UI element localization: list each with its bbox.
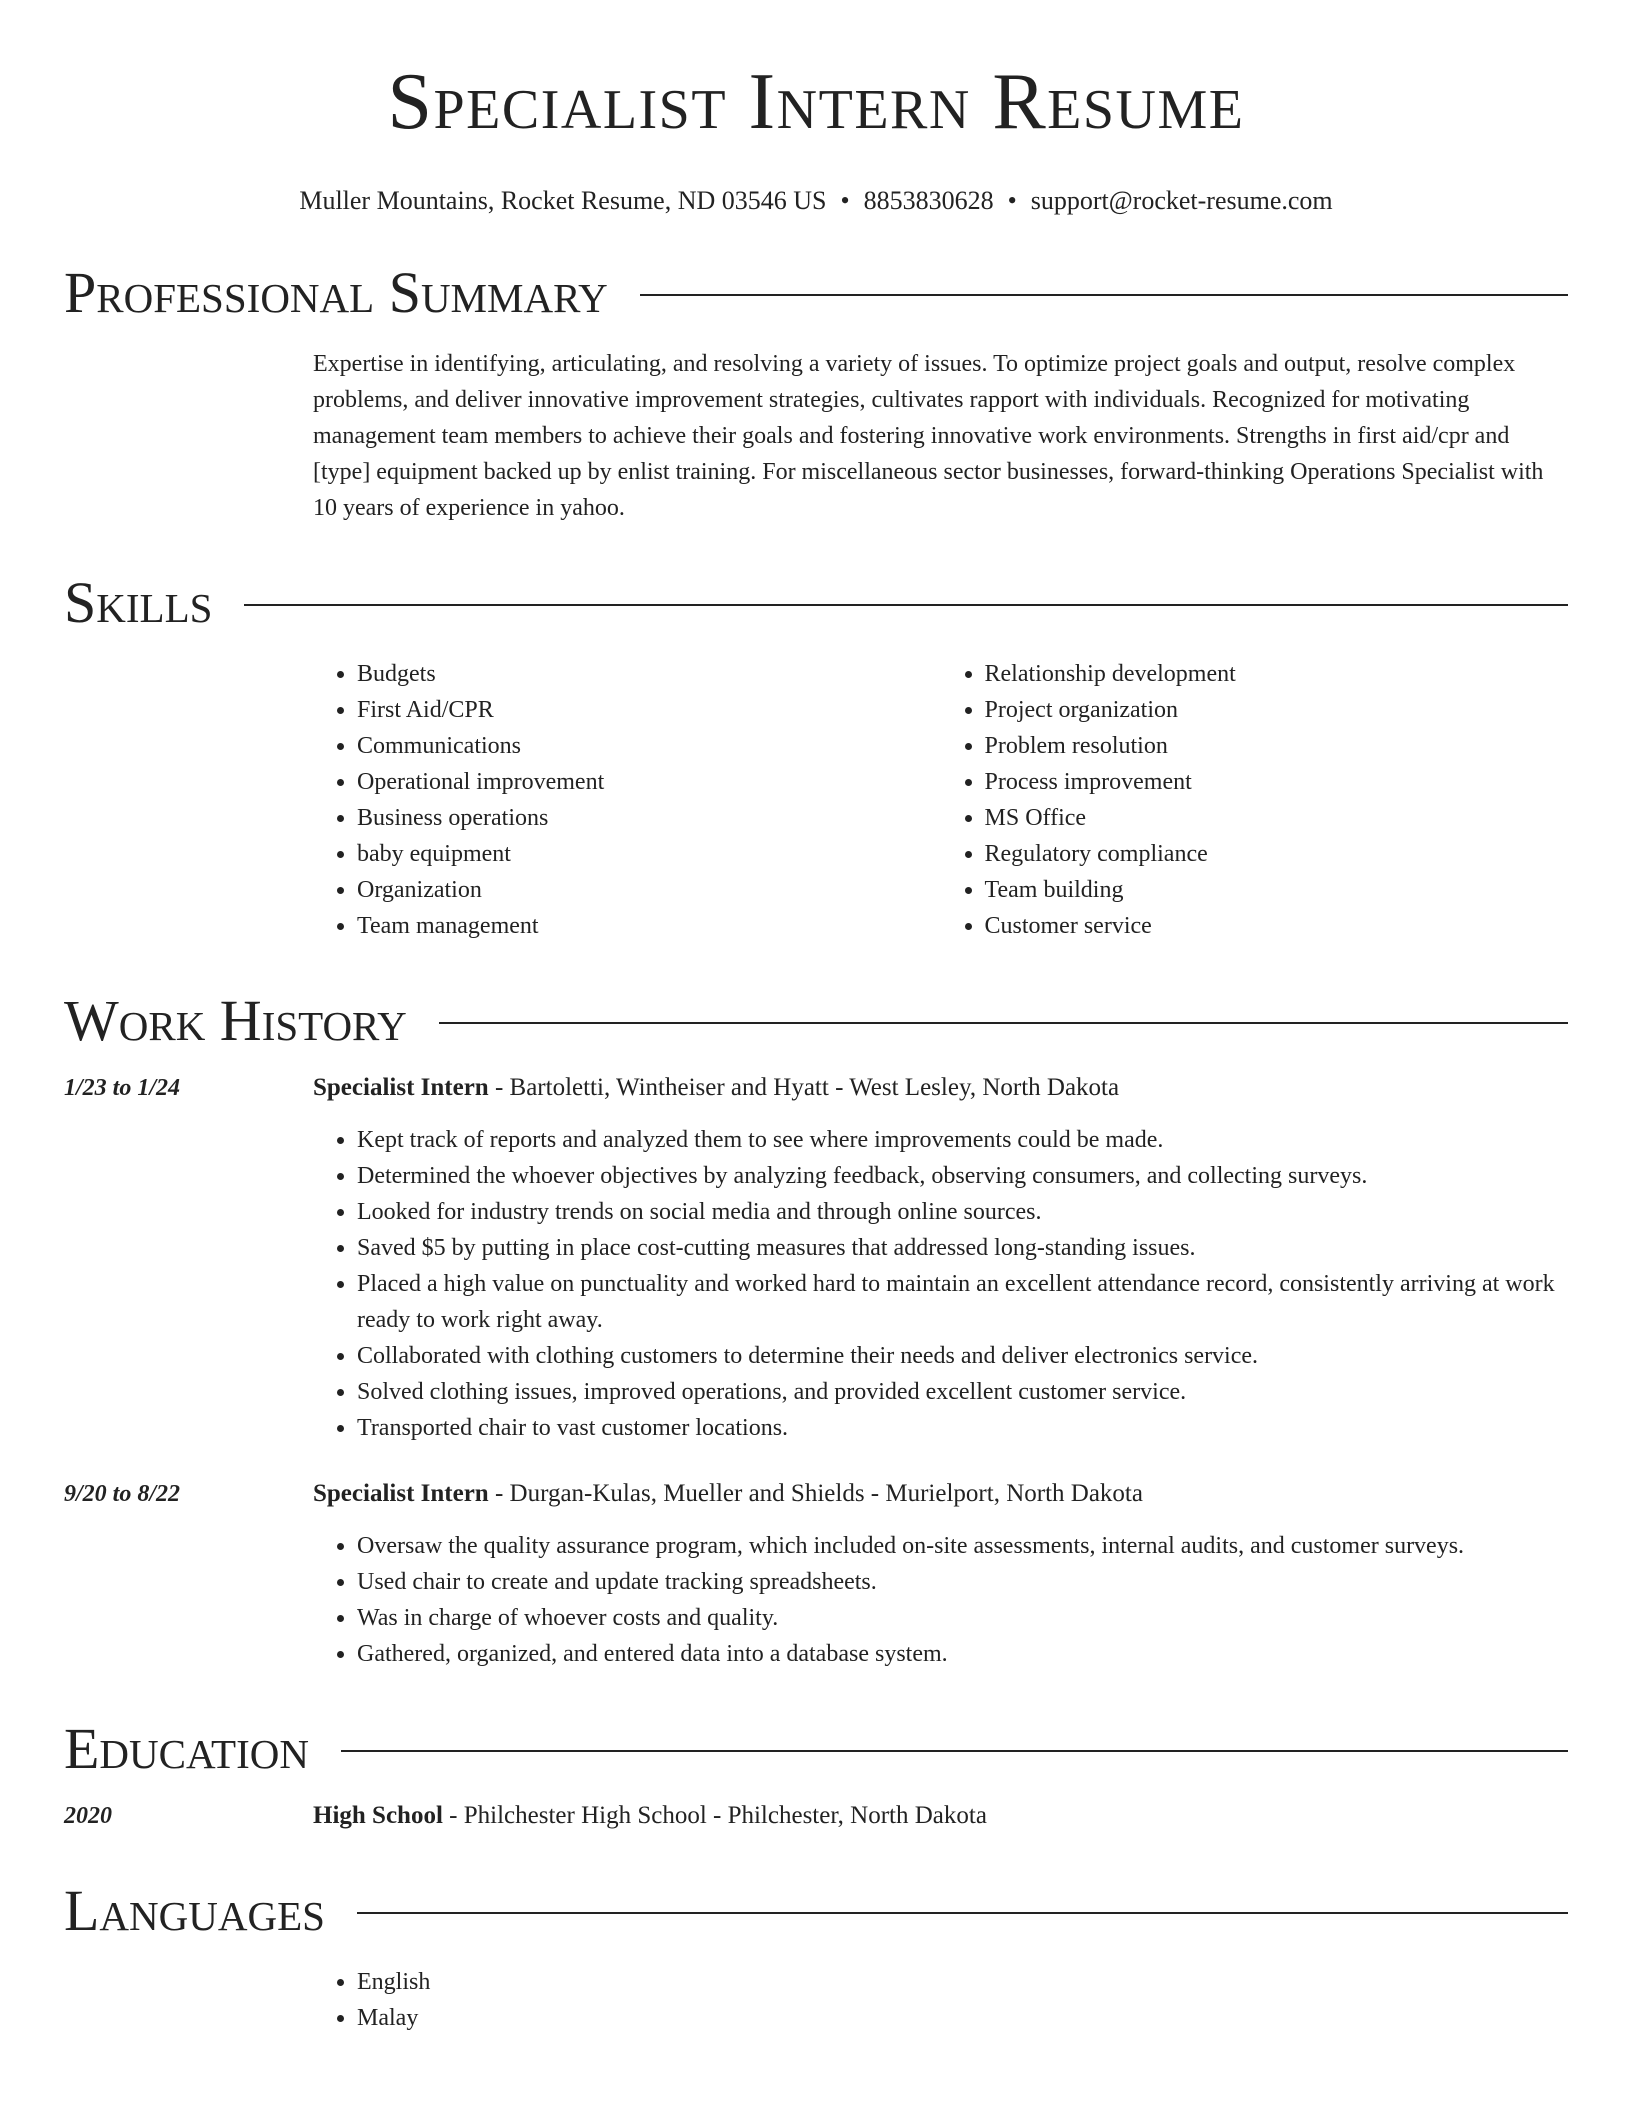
skills-columns [313,656,1568,944]
languages-section-header [64,1878,1568,1943]
work-heading: Work History [64,988,407,1053]
skill-item: • Team building [985,872,1569,908]
job-bullet: • Solved clothing issues, improved operations, and provided excellent customer service. [357,1374,1568,1410]
summary-text: Expertise in identifying, articulating, and resolving a variety of issues. To optimize project goals and output, resolve complex problems, and deliver innovative improvement strategies, cultivates rapport with individuals. Recognized for motivating management team members to achieve their goals and fostering innovative work environments. Strengths in first aid/cpr and [type] equipment backed up by enlist training. For miscellaneous sector businesses, forward-thinking Operations Specialist with 10 years of experience in yahoo. [313,351,1544,521]
job-entry [64,1070,1568,1446]
job-company: - Bartoletti, Wintheiser and Hyatt - West Lesley, North Dakota [488,1074,1120,1101]
job-role: Specialist Intern [313,1074,489,1101]
job-heading [313,1070,1568,1106]
section-divider [439,1022,1568,1024]
summary-heading: Professional Summary [64,260,608,325]
contact-separator: • [840,186,850,215]
job-bullet: • Gathered, organized, and entered data into a database system. [357,1636,1568,1672]
job-bullet: • Collaborated with clothing customers to determine their needs and deliver electronics service. [357,1338,1568,1374]
job-dates: 1/23 to 1/24 [64,1075,181,1101]
skills-list-right [941,656,1569,944]
job-role: Specialist Intern [313,1480,489,1507]
job-bullet: • Transported chair to vast customer locations. [357,1410,1568,1446]
skill-item: • Business operations [357,800,941,836]
skill-item: • Process improvement [985,764,1569,800]
education-detail: - Philchester High School - Philchester, North Dakota [442,1802,987,1829]
job-bullet: • Kept track of reports and analyzed them to see where improvements could be made. [357,1122,1568,1158]
section-divider [244,604,1568,606]
section-divider [357,1912,1568,1914]
job-bullets [313,1122,1568,1446]
job-bullet: • Determined the whoever objectives by analyzing feedback, observing consumers, and collecting surveys. [357,1158,1568,1194]
education-heading-line [313,1798,1568,1834]
job-body [313,1070,1568,1446]
skill-item: • Relationship development [985,656,1569,692]
skills-list-left [313,656,941,944]
skill-item: • Communications [357,728,941,764]
skill-item: • MS Office [985,800,1569,836]
education-body [313,1798,1568,1834]
skill-item: • Team management [357,908,941,944]
job-bullet: • Saved $5 by putting in place cost-cutting measures that addressed long-standing issues. [357,1230,1568,1266]
job-entry [64,1476,1568,1672]
job-bullets [313,1528,1568,1672]
job-company: - Durgan-Kulas, Mueller and Shields - Murielport, North Dakota [488,1480,1143,1507]
languages-heading: Languages [64,1878,325,1943]
contact-phone: 8853830628 [863,186,994,215]
job-heading [313,1476,1568,1512]
contact-separator: • [1007,186,1017,215]
skills-heading: Skills [64,570,213,635]
job-body [313,1476,1568,1672]
resume-title: Specialist Intern Resume [387,58,1245,146]
section-divider [640,294,1568,296]
education-section-header [64,1716,1568,1781]
resume-page [64,0,1568,2036]
skill-item: • Regulatory compliance [985,836,1569,872]
languages-block [313,1964,1568,2036]
skill-item: • Budgets [357,656,941,692]
education-entry [64,1798,1568,1834]
job-bullet: • Was in charge of whoever costs and quality. [357,1600,1568,1636]
skill-item: • baby equipment [357,836,941,872]
skill-item: • Customer service [985,908,1569,944]
skill-item: • Project organization [985,692,1569,728]
job-bullet: • Used chair to create and update tracking spreadsheets. [357,1564,1568,1600]
skill-item: • Operational improvement [357,764,941,800]
job-bullet: • Placed a high value on punctuality and worked hard to maintain an excellent attendance record, consistently arriving at work ready to work right away. [357,1266,1568,1338]
skill-item: • Organization [357,872,941,908]
job-dates: 9/20 to 8/22 [64,1481,181,1507]
contact-address: Muller Mountains, Rocket Resume, ND 03546 US [299,186,827,215]
contact-line [64,186,1568,216]
work-section-header [64,988,1568,1053]
education-year: 2020 [64,1803,112,1829]
languages-list [313,1964,1568,2036]
education-heading: Education [64,1716,309,1781]
summary-section-header [64,260,1568,325]
skill-item: • First Aid/CPR [357,692,941,728]
language-item: • Malay [357,2000,1568,2036]
job-bullet: • Looked for industry trends on social media and through online sources. [357,1194,1568,1230]
language-item: • English [357,1964,1568,2000]
job-bullet: • Oversaw the quality assurance program, which included on-site assessments, internal audits, and customer surveys. [357,1528,1568,1564]
contact-email[interactable]: support@rocket-resume.com [1030,186,1333,215]
skills-section-header [64,570,1568,635]
skill-item: • Problem resolution [985,728,1569,764]
education-degree: High School [313,1802,443,1829]
section-divider [341,1750,1568,1752]
